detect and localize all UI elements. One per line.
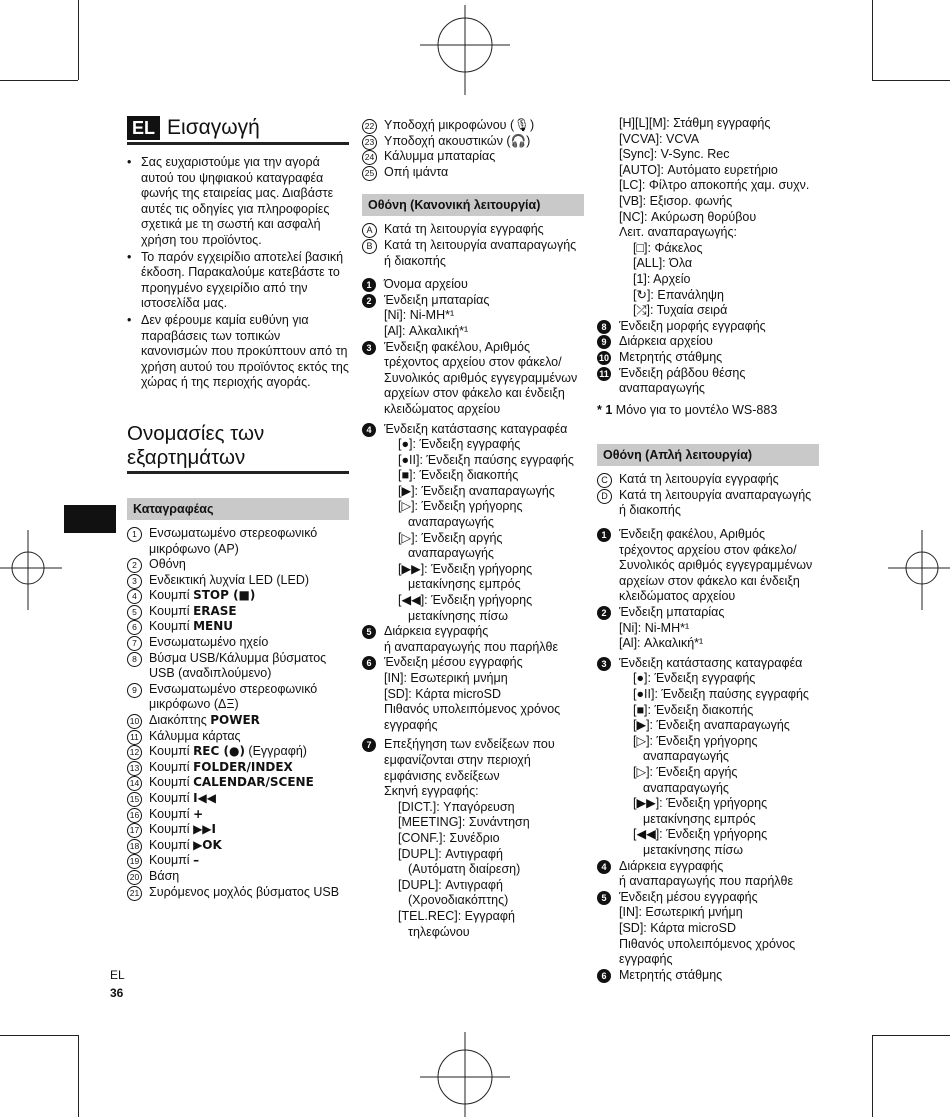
- part-number: 8: [127, 652, 142, 667]
- list-item: 5 Διάρκεια εγγραφής ή αναπαραγωγής που παρήλθε: [362, 624, 584, 655]
- part-number: 4: [127, 589, 142, 604]
- part-number: 1: [127, 527, 142, 542]
- indicator-line: μετακίνησης εμπρός: [643, 811, 756, 826]
- part-item: 20 Βάση: [127, 869, 349, 885]
- list-item: 1 Ένδειξη φακέλου, Αριθμός τρέχοντος αρχείου στον φάκελο/Συνολικός αριθμός εγγεγραμμένων αρχείων στον φάκελο και ένδειξη κλειδώματος αρχείου: [597, 527, 819, 605]
- indicator-line: αναπαραγωγής: [643, 780, 729, 795]
- indicator-line: αναπαραγωγής: [643, 749, 729, 764]
- list-item: B Κατά τη λειτουργία αναπαραγωγής ή διακοπής: [362, 238, 584, 269]
- part-number: 21: [127, 886, 142, 901]
- part-number: 25: [362, 166, 377, 181]
- indicator-line: [DUPL]: Αντιγραφή: [398, 846, 503, 861]
- indicator-line: (Χρονοδιακόπτης): [408, 893, 509, 908]
- part-item: 18 Κουμπί ▶OK: [127, 838, 349, 854]
- display-simple-bar: Οθόνη (Απλή λειτουργία): [597, 444, 819, 466]
- part-item: 23 Υποδοχή ακουστικών (🎧): [362, 134, 584, 150]
- intro-bullets: [127, 155, 349, 391]
- page-number: 36: [110, 986, 124, 1000]
- list-item: 9 Διάρκεια αρχείου: [597, 334, 819, 350]
- part-item: 24 Κάλυμμα μπαταρίας: [362, 149, 584, 165]
- part-item: 21 Συρόμενος μοχλός βύσματος USB: [127, 885, 349, 901]
- part-item: 13 Κουμπί FOLDER/INDEX: [127, 760, 349, 776]
- part-item: 14 Κουμπί CALENDAR/SCENE: [127, 775, 349, 791]
- part-number: 14: [127, 776, 142, 791]
- indicator-line: μετακίνησης εμπρός: [408, 577, 521, 592]
- indicator-line: [□]: Φάκελος: [633, 240, 703, 255]
- parts-list-continued: [362, 118, 584, 180]
- indicator-line: [Sync]: V-Sync. Rec: [619, 147, 730, 162]
- part-item: 6 Κουμπί MENU: [127, 619, 349, 635]
- list-item: 4 Διάρκεια εγγραφής ή αναπαραγωγής που παρήλθε: [597, 859, 819, 890]
- registration-mark-top: [420, 5, 510, 95]
- list-item: 3 Ένδειξη φακέλου, Αριθμός τρέχοντος αρχείου στον φάκελο/Συνολικός αριθμός εγγεγραμμένων αρχείων στον φάκελο και ένδειξη κλειδώματος αρχείου: [362, 340, 584, 418]
- indicator-line: [1]: Αρχείο: [633, 271, 691, 286]
- indicator-line: [◀◀]: Ένδειξη γρήγορης: [633, 827, 768, 842]
- part-number: 23: [362, 135, 377, 150]
- indicator-line: [↻]: Επανάληψη: [633, 287, 724, 302]
- list-item: 7 Επεξήγηση των ενδείξεων που εμφανίζονται στην περιοχή εμφάνισης ενδείξεων Σκηνή εγγραφής: [DICT.]: Υπαγόρευση [MEETING]: Συνάντηση [CONF.]: Συνέδριο [DUPL]: Αντιγραφή (Αυτόματη διαίρεση) [DUPL]: Αντιγραφή (Χρονοδιακόπτης) [TEL.REC]: Εγγραφή τηλεφώνου: [362, 737, 584, 940]
- part-item: 3 Ενδεικτική λυχνία LED (LED): [127, 573, 349, 589]
- indicator-line: [▶▶]: Ένδειξη γρήγορης: [398, 561, 533, 576]
- part-number: 2: [127, 558, 142, 573]
- indicator-line: [▷]: Ένδειξη αργής: [633, 764, 738, 779]
- part-number: 19: [127, 854, 142, 869]
- indicator-line: [▷]: Ένδειξη αργής: [398, 530, 503, 545]
- indicator-line: [●]: Ένδειξη εγγραφής: [633, 671, 756, 686]
- indicator-line: τηλεφώνου: [408, 924, 470, 939]
- part-number: 13: [127, 761, 142, 776]
- part-number: 15: [127, 792, 142, 807]
- indicator-line: [TEL.REC]: Εγγραφή: [398, 908, 515, 923]
- list-item: 6 Ένδειξη μέσου εγγραφής [IN]: Εσωτερική μνήμη [SD]: Κάρτα microSD Πιθανός υπολειπόμενος χρόνος εγγραφής: [362, 655, 584, 733]
- column-3: [597, 116, 819, 983]
- mode-list-simple: [597, 472, 819, 519]
- indicator-line: [▷]: Ένδειξη γρήγορης: [398, 499, 523, 514]
- part-item: 17 Κουμπί ▶▶I: [127, 822, 349, 838]
- footnote: * 1 Μόνο για το μοντέλο WS-883: [597, 402, 778, 417]
- part-item: 25 Οπή ιμάντα: [362, 165, 584, 181]
- registration-mark-right: [888, 530, 950, 610]
- indicator-line: [DUPL]: Αντιγραφή: [398, 877, 503, 892]
- column-2: [362, 118, 584, 940]
- list-item: 2 Ένδειξη μπαταρίας [Ni]: Ni-MH*¹ [Al]: Αλκαλική*¹: [362, 293, 584, 340]
- indicator-line: αναπαραγωγής: [408, 515, 494, 530]
- list-item: 5 Ένδειξη μέσου εγγραφής [IN]: Εσωτερική μνήμη [SD]: Κάρτα microSD Πιθανός υπολειπόμενος χρόνος εγγραφής: [597, 890, 819, 968]
- part-item: 10 Διακόπτης POWER: [127, 713, 349, 729]
- part-number: 17: [127, 823, 142, 838]
- list-item: 10 Μετρητής στάθμης: [598, 349, 723, 364]
- indicator-line: [▶]: Ένδειξη αναπαραγωγής: [633, 718, 790, 733]
- part-item: 2 Οθόνη: [127, 557, 349, 573]
- indicator-line: [●]: Ένδειξη εγγραφής: [398, 437, 521, 452]
- indicator-line: [ALL]: Όλα: [633, 256, 693, 271]
- indicator-line: [VB]: Εξισορ. φωνής: [619, 193, 733, 208]
- part-number: 5: [127, 605, 142, 620]
- part-number: 3: [127, 574, 142, 589]
- indicator-line: αναπαραγωγής: [408, 546, 494, 561]
- column-1: [127, 114, 349, 900]
- part-item: 12 Κουμπί REC (●) (Εγγραφή): [127, 744, 349, 760]
- parts-heading: Ονομασίες των εξαρτημάτων: [127, 422, 349, 474]
- list-item: C Κατά τη λειτουργία εγγραφής: [597, 472, 819, 488]
- part-number: 20: [127, 870, 142, 885]
- page-lang-code: EL: [110, 968, 125, 982]
- indicator-line: [CONF.]: Συνέδριο: [398, 830, 500, 845]
- list-item: 4 Ένδειξη κατάστασης καταγραφέα [●]: Ένδειξη εγγραφής [●II]: Ένδειξη παύσης εγγραφής [■]: Ένδειξη διακοπής [▶]: Ένδειξη αναπαραγωγής [▷]: Ένδειξη γρήγορης αναπαραγωγής [▷]: Ένδειξη αργής αναπαραγωγής [▶▶]: Ένδειξη γρήγορης μετακίνησης εμπρός [◀◀]: Ένδειξη γρήγορης μετακίνησης πίσω: [362, 422, 584, 625]
- part-item: 4 Κουμπί STOP (■): [127, 588, 349, 604]
- part-item: 19 Κουμπί –: [127, 853, 349, 869]
- indicator-line: [◀◀]: Ένδειξη γρήγορης: [398, 593, 533, 608]
- list-item: 3 Ένδειξη κατάστασης καταγραφέα [●]: Ένδειξη εγγραφής [●II]: Ένδειξη παύσης εγγραφής [■]: Ένδειξη διακοπής [▶]: Ένδειξη αναπαραγωγής [▷]: Ένδειξη γρήγορης αναπαραγωγής [▷]: Ένδειξη αργής αναπαραγωγής [▶▶]: Ένδειξη γρήγορης μετακίνησης εμπρός [◀◀]: Ένδειξη γρήγορης μετακίνησης πίσω: [597, 656, 819, 859]
- part-number: 10: [127, 714, 142, 729]
- part-number: 7: [127, 636, 142, 651]
- display-items-cont: [597, 319, 819, 397]
- part-item: 5 Κουμπί ERASE: [127, 604, 349, 620]
- indicator-line: [MEETING]: Συνάντηση: [398, 815, 530, 830]
- indicator-line: [DICT.]: Υπαγόρευση: [398, 799, 515, 814]
- part-item: 16 Κουμπί +: [127, 807, 349, 823]
- registration-mark-left: [0, 530, 62, 610]
- indicator-line: [H][L][M]: Στάθμη εγγραφής: [619, 116, 771, 130]
- indicator-line: [■]: Ένδειξη διακοπής: [398, 468, 519, 483]
- list-item: D Κατά τη λειτουργία αναπαραγωγής ή διακοπής: [597, 488, 819, 519]
- list-item: • Το παρόν εγχειρίδιο αποτελεί βασική έκδοση. Παρακαλούμε κατεβάστε το προηγμένο εγχειρίδιο από την ιστοσελίδα μας.: [127, 250, 349, 312]
- indicator-line: [VCVA]: VCVA: [619, 131, 700, 146]
- page-title: Εισαγωγή: [167, 116, 260, 139]
- list-item: • Σας ευχαριστούμε για την αγορά αυτού του ψηφιακού καταγραφέα φωνής της εταιρείας μας. Διαβάστε αυτές τις οδηγίες για πληροφορίες σχετικά με τη σωστή και ασφαλή χρήση του προϊόντος.: [127, 155, 349, 249]
- list-item: • Δεν φέρουμε καμία ευθύνη για παραβάσεις των τοπικών κανονισμών που προκύπτουν από τη χρήση αυτού του προϊόντος εκτός της χώρας ή της περιοχής αγοράς.: [127, 313, 349, 391]
- indicator-line: [▷]: Ένδειξη γρήγορης: [633, 733, 758, 748]
- registration-mark-bottom: [420, 1032, 510, 1117]
- display-normal-bar: Οθόνη (Κανονική λειτουργία): [362, 194, 584, 216]
- indicator-line: (Αυτόματη διαίρεση): [408, 862, 521, 877]
- indicator-line: [●II]: Ένδειξη παύσης εγγραφής: [398, 452, 574, 467]
- part-item: 7 Ενσωματωμένο ηχείο: [127, 635, 349, 651]
- recorder-bar: Καταγραφέας: [127, 498, 349, 520]
- part-number: 24: [362, 150, 377, 165]
- part-number: 12: [127, 745, 142, 760]
- mode-list: [362, 222, 584, 269]
- part-item: 1 Ενσωματωμένο στερεοφωνικό μικρόφωνο (ΑΡ): [127, 526, 349, 557]
- parts-list: [127, 526, 349, 900]
- list-item: 1 Όνομα αρχείου: [362, 277, 584, 293]
- indicator-line: [■]: Ένδειξη διακοπής: [633, 702, 754, 717]
- display-items: [362, 277, 584, 940]
- play-mode-label: Λειτ. αναπαραγωγής:: [619, 225, 738, 240]
- indicator-line: [AUTO]: Αυτόματο ευρετήριο: [619, 162, 778, 177]
- part-item: 11 Κάλυμμα κάρτας: [127, 729, 349, 745]
- section-title: [127, 114, 349, 145]
- language-badge: EL: [127, 116, 160, 140]
- indicator-line: [LC]: Φίλτρο αποκοπής χαμ. συχν.: [619, 178, 810, 193]
- list-item: 6 Μετρητής στάθμης: [597, 968, 819, 984]
- part-number: 9: [127, 683, 142, 698]
- part-item: 22 Υποδοχή μικροφώνου (🎙): [362, 118, 584, 134]
- part-item: 15 Κουμπί I◀◀: [127, 791, 349, 807]
- indicator-line: [▶]: Ένδειξη αναπαραγωγής: [398, 483, 555, 498]
- list-item: A Κατά τη λειτουργία εγγραφής: [362, 222, 584, 238]
- indicator-line: μετακίνησης πίσω: [408, 608, 509, 623]
- indicator-line: μετακίνησης πίσω: [643, 842, 744, 857]
- simple-display-items: [597, 527, 819, 983]
- part-number: 11: [127, 730, 142, 745]
- list-item: 2 Ένδειξη μπαταρίας [Ni]: Ni-MH*¹ [Al]: Αλκαλική*¹: [597, 605, 819, 652]
- part-number: 18: [127, 839, 142, 854]
- indicator-line: [▶▶]: Ένδειξη γρήγορης: [633, 796, 768, 811]
- indicator-line: [⤮]: Τυχαία σειρά: [633, 303, 728, 318]
- list-item: 8 Ένδειξη μορφής εγγραφής: [597, 319, 819, 335]
- list-item: 11 Ένδειξη ράβδου θέσης αναπαραγωγής: [597, 366, 819, 397]
- part-item: 9 Ενσωματωμένο στερεοφωνικό μικρόφωνο (ΔΞ): [127, 682, 349, 713]
- part-number: 22: [362, 119, 377, 134]
- indicator-lines: [597, 116, 819, 225]
- part-number: 6: [127, 620, 142, 635]
- indicator-line: [●II]: Ένδειξη παύσης εγγραφής: [633, 687, 809, 701]
- indicator-line: [NC]: Ακύρωση θορύβου: [619, 209, 757, 224]
- part-item: 8 Βύσμα USB/Κάλυμμα βύσματος USB (αναδιπλούμενο): [127, 651, 349, 682]
- language-side-tab: [64, 505, 116, 533]
- part-number: 16: [127, 808, 142, 823]
